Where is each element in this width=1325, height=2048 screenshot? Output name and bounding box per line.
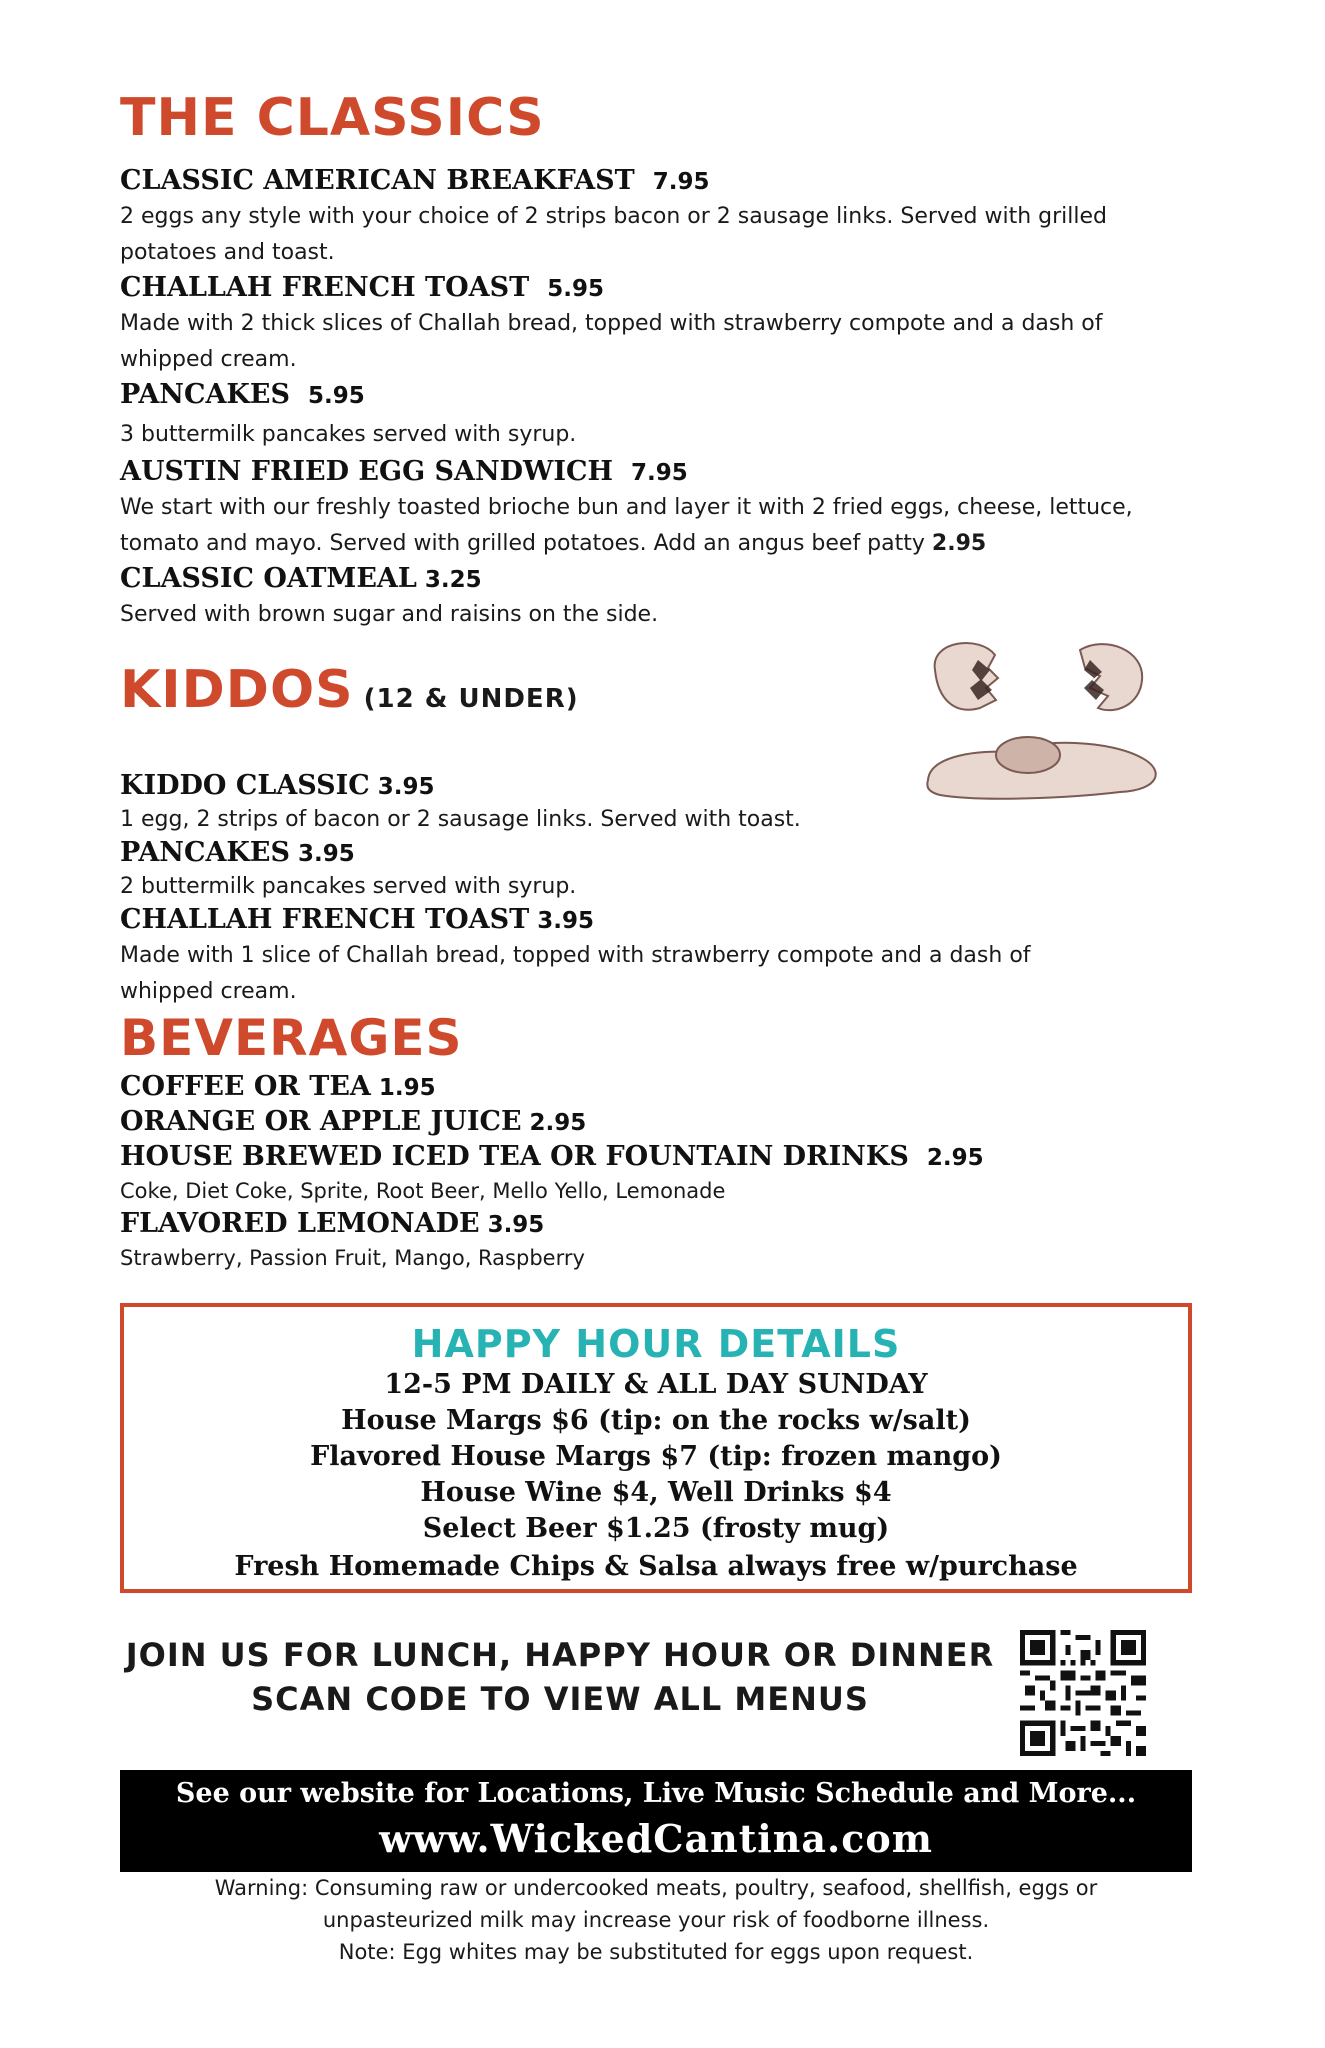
item-name: PANCAKES (120, 837, 290, 868)
menu-item (120, 1140, 1200, 1207)
menu-item (120, 1105, 1200, 1140)
item-name: CLASSIC OATMEAL (120, 563, 417, 594)
item-description-text: We start with our freshly toasted brioche bun and layer it with 2 fried eggs, cheese, lettuce, tomato and mayo. Served with grilled potatoes. Add an angus beef patty (120, 495, 1133, 556)
happy-hour-line: House Margs $6 (tip: on the rocks w/salt) (341, 1405, 971, 1436)
item-description: 2 eggs any style with your choice of 2 strips bacon or 2 sausage links. Served with grilled potatoes and toast. (120, 204, 1107, 265)
menu-item (120, 1207, 1200, 1274)
menu-item (120, 1070, 1200, 1105)
item-name: FLAVORED LEMONADE (120, 1208, 480, 1239)
promo-line-1: JOIN US FOR LUNCH, HAPPY HOUR OR DINNER (125, 1636, 995, 1674)
qr-code-icon[interactable] (1020, 1630, 1146, 1756)
menu-item (120, 271, 1200, 378)
item-price: 5.95 (547, 276, 604, 302)
item-description: Coke, Diet Coke, Sprite, Root Beer, Mello Yello, Lemonade (120, 1179, 726, 1203)
warning-note: Note: Egg whites may be substituted for eggs upon request. (338, 1940, 974, 1964)
warning-line: Warning: Consuming raw or undercooked meats, poultry, seafood, shellfish, eggs or (214, 1876, 1098, 1900)
item-name: ORANGE OR APPLE JUICE (120, 1106, 522, 1137)
item-description: 2 buttermilk pancakes served with syrup. (120, 874, 577, 899)
kiddos-subtitle: (12 & UNDER) (363, 684, 579, 714)
happy-hour-line: Flavored House Margs $7 (tip: frozen mango) (310, 1441, 1002, 1472)
item-description: 1 egg, 2 strips of bacon or 2 sausage links. Served with toast. (120, 807, 801, 832)
item-price: 1.95 (378, 1075, 436, 1101)
menu-item (120, 378, 1200, 453)
menu-item (120, 164, 1200, 271)
menu-item (120, 455, 1200, 562)
item-name: AUSTIN FRIED EGG SANDWICH (120, 456, 614, 487)
beverages-section (120, 1010, 1200, 1274)
classics-section (120, 88, 1200, 633)
cracked-egg-icon (920, 630, 1170, 810)
item-name: CHALLAH FRENCH TOAST (120, 904, 530, 935)
item-description: Served with brown sugar and raisins on the side. (120, 602, 659, 627)
item-description: Made with 1 slice of Challah bread, topped with strawberry compote and a dash of whipped cream. (120, 943, 1031, 1004)
item-price: 3.95 (487, 1212, 545, 1238)
item-description: Strawberry, Passion Fruit, Mango, Raspberry (120, 1246, 585, 1270)
food-warning (120, 1872, 1192, 1968)
happy-hour-box (120, 1303, 1192, 1593)
item-name: HOUSE BREWED ICED TEA OR FOUNTAIN DRINKS (120, 1141, 909, 1172)
item-name: CLASSIC AMERICAN BREAKFAST (120, 165, 635, 196)
kiddos-title-text: KIDDOS (120, 660, 354, 720)
item-name: KIDDO CLASSIC (120, 770, 370, 801)
promo-section (120, 1630, 1200, 1760)
item-price: 2.95 (926, 1145, 984, 1171)
menu-item (120, 903, 1200, 1010)
item-description: 3 buttermilk pancakes served with syrup. (120, 422, 577, 447)
warning-line: unpasteurized milk may increase your risk of foodborne illness. (322, 1908, 990, 1932)
website-url-link[interactable]: www.WickedCantina.com (379, 1816, 933, 1861)
happy-hour-line: Select Beer $1.25 (frosty mug) (422, 1513, 890, 1544)
item-price: 3.95 (537, 908, 594, 934)
item-name: CHALLAH FRENCH TOAST (120, 272, 530, 303)
happy-hour-line: House Wine $4, Well Drinks $4 (420, 1477, 892, 1508)
website-banner (120, 1770, 1192, 1872)
item-price: 5.95 (307, 383, 365, 409)
item-price: 7.95 (631, 460, 688, 486)
item-name: COFFEE OR TEA (120, 1071, 371, 1102)
promo-line-2: SCAN CODE TO VIEW ALL MENUS (251, 1680, 869, 1718)
menu-item (120, 836, 1200, 903)
item-price: 2.95 (529, 1110, 587, 1136)
website-banner-text: See our website for Locations, Live Music Schedule and More... (175, 1778, 1137, 1809)
happy-hour-line: 12-5 PM DAILY & ALL DAY SUNDAY (384, 1369, 928, 1400)
happy-hour-line: Fresh Homemade Chips & Salsa always free w/purchase (234, 1551, 1078, 1582)
item-description (120, 490, 1200, 562)
happy-hour-title: HAPPY HOUR DETAILS (411, 1322, 901, 1366)
item-price: 3.25 (424, 567, 482, 593)
item-price: 7.95 (652, 169, 710, 195)
beverages-title: BEVERAGES (120, 1009, 463, 1067)
menu-item (120, 562, 1200, 633)
item-name: PANCAKES (120, 379, 290, 410)
addon-price: 2.95 (931, 531, 987, 556)
item-price: 3.95 (297, 841, 355, 867)
classics-title: THE CLASSICS (120, 88, 545, 148)
item-price: 3.95 (377, 774, 435, 800)
item-description: Made with 2 thick slices of Challah bread, topped with strawberry compote and a dash of whipped cream. (120, 311, 1103, 372)
